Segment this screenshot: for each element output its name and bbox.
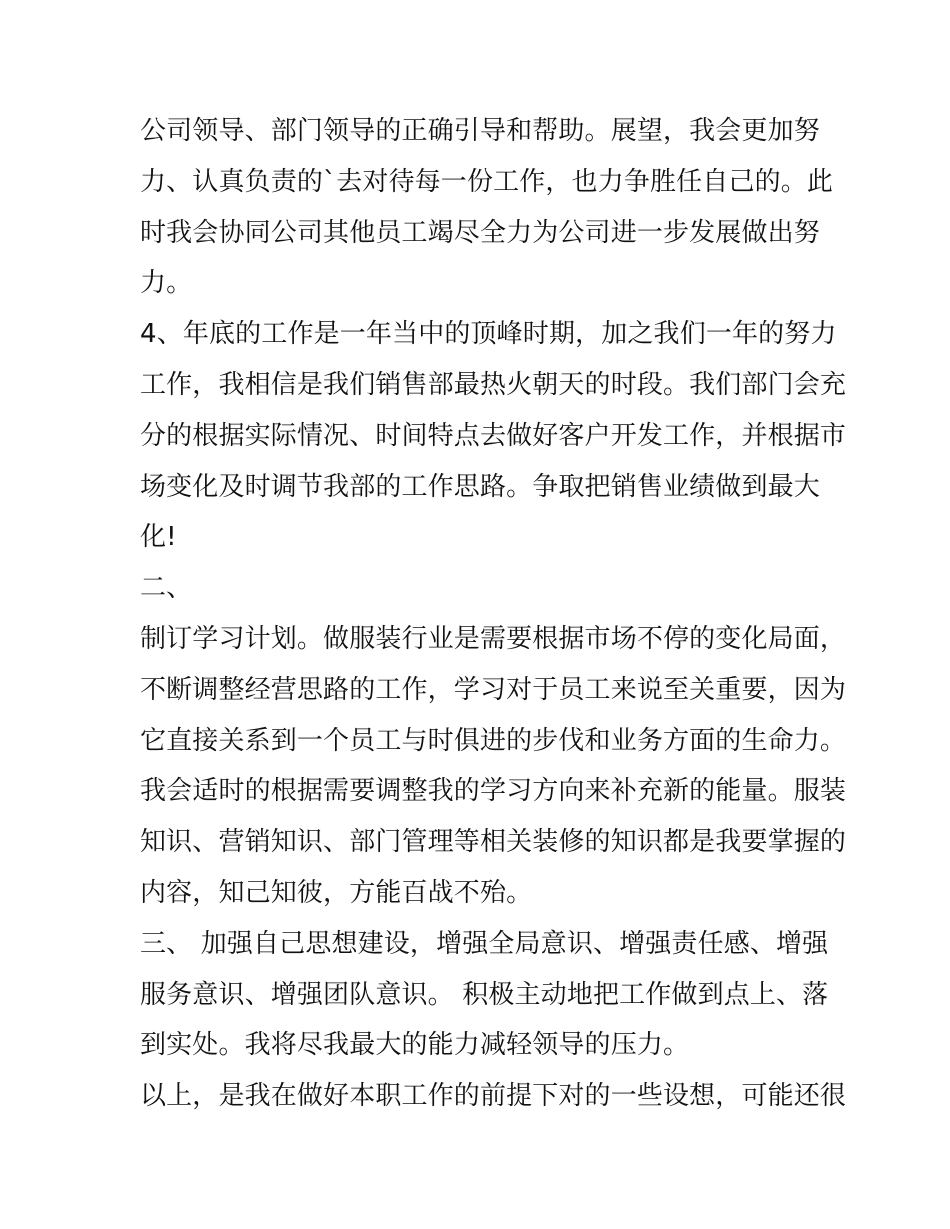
text-line: 知识、营销知识、部门管理等相关装修的知识都是我要掌握的: [140, 827, 847, 858]
text-line: 力。: [140, 268, 193, 299]
text-line: 三、 加强自己思想建设，增强全局意识、增强责任感、增强: [140, 928, 829, 959]
document-body: [140, 106, 847, 1122]
text-line: 到实处。我将尽我最大的能力减轻领导的压力。: [140, 1030, 690, 1061]
text-line: 不断调整经营思路的工作，学习对于员工来说至关重要，因为: [140, 674, 847, 705]
section-heading: 二、: [140, 573, 193, 604]
text-line: 制订学习计划。做服装行业是需要根据市场不停的变化局面，: [140, 623, 847, 654]
text-line: 工作，我相信是我们销售部最热火朝天的时段。我们部门会充: [140, 369, 847, 400]
text-line: 公司领导、部门领导的正确引导和帮助。展望，我会更加努: [140, 116, 820, 146]
text-line: 服务意识、增强团队意识。 积极主动地把工作做到点上、落: [140, 979, 829, 1010]
text-line: 力、认真负责的`去对待每一份工作，也力争胜任自己的。此: [140, 166, 834, 197]
text-line: 内容，知己知彼，方能百战不殆。: [140, 877, 533, 908]
text-line: 它直接关系到一个员工与时俱进的步伐和业务方面的生命力。: [140, 725, 847, 756]
text-line: 4、年底的工作是一年当中的顶峰时期，加之我们一年的努力: [140, 319, 837, 350]
text-line: 场变化及时调节我部的工作思路。争取把销售业绩做到最大: [140, 471, 820, 502]
text-line: 时我会协同公司其他员工竭尽全力为公司进一步发展做出努: [140, 217, 820, 248]
text-line: 以上，是我在做好本职工作的前提下对的一些设想，可能还很: [140, 1081, 847, 1112]
text-line: 分的根据实际情况、时间特点去做好客户开发工作，并根据市: [140, 420, 847, 451]
text-line: 我会适时的根据需要调整我的学习方向来补充新的能量。服装: [140, 776, 847, 807]
text-line: 化!: [140, 522, 177, 553]
